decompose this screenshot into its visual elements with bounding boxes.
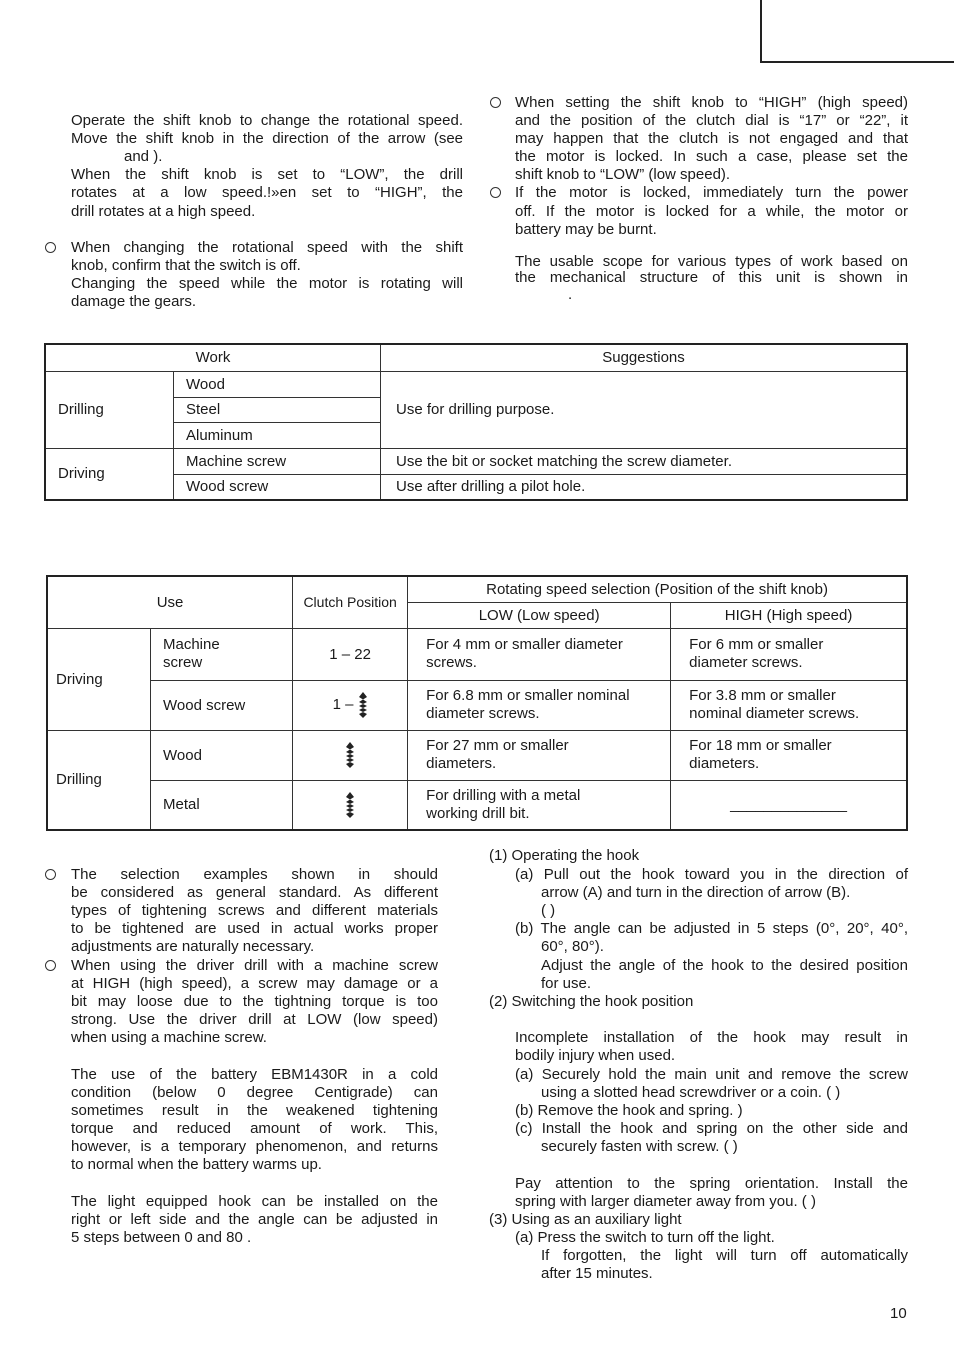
text-line: spring with larger diameter away from you. ( ) — [515, 1193, 816, 1210]
row-label: Driving — [47, 628, 151, 730]
table-cell: Machine screw — [174, 448, 381, 474]
table-header: Work — [45, 344, 381, 371]
section-heading: (2) Switching the hook position — [489, 993, 694, 1010]
text-line: off. If the motor is locked for a while, the motor or — [515, 203, 908, 220]
drill-icon — [358, 692, 368, 718]
text-line: (a) Press the switch to turn off the light. — [515, 1229, 775, 1246]
text-line: (a) Securely hold the main unit and remove the screw — [515, 1066, 908, 1083]
table-cell: Aluminum — [174, 422, 381, 448]
text-line: Move the shift knob in the direction of the arrow (see — [71, 130, 463, 147]
table-cell: Wood screw — [151, 680, 293, 730]
text-line: may happen that the clutch is not engaged and that — [515, 130, 908, 147]
text-line: battery may be burnt. — [515, 221, 657, 238]
text-line: (a) Pull out the hook toward you in the direction of — [515, 866, 908, 883]
text-line: to be tightened are used in actual works proper — [71, 920, 438, 937]
circle-bullet-icon — [490, 97, 501, 108]
text-line: ( ) — [541, 902, 556, 919]
text-line: strong. Use the driver drill at LOW (low speed) — [71, 1011, 438, 1028]
text-line: damage the gears. — [71, 293, 197, 310]
text-line: (b) The angle can be adjusted in 5 steps (0°, 20°, 40°, — [515, 920, 908, 937]
table-cell: Use after drilling a pilot hole. — [381, 474, 908, 500]
table-cell: Wood screw — [174, 474, 381, 500]
text-line: When setting the shift knob to “HIGH” (high speed) — [515, 94, 908, 111]
text-line: torque and reduced amount of work. This, — [71, 1120, 438, 1137]
text-line: and ). — [124, 148, 163, 165]
work-suggestions-table — [44, 343, 908, 501]
page-number: 10 — [890, 1305, 907, 1322]
table-cell: For 27 mm or smaller diameters. — [408, 730, 671, 780]
table-header: HIGH (High speed) — [671, 602, 907, 628]
text-line: Operate the shift knob to change the rotational speed. — [71, 112, 463, 129]
table-cell: Use for drilling purpose. — [381, 371, 908, 448]
circle-bullet-icon — [45, 869, 56, 880]
table-header: Suggestions — [381, 344, 908, 371]
text-line: (b) Remove the hook and spring. ) — [515, 1102, 743, 1119]
text-line: right or left side and the angle can be adjusted in — [71, 1211, 438, 1228]
text-line: using a slotted head screwdriver or a coin. ( ) — [541, 1084, 841, 1101]
row-label: Driving — [45, 448, 174, 500]
text-line: Incomplete installation of the hook may result in — [515, 1029, 908, 1046]
text-line: The selection examples shown in should — [71, 866, 438, 883]
table-cell: Steel — [174, 397, 381, 422]
clutch-cell — [293, 680, 408, 730]
table-header: LOW (Low speed) — [408, 602, 671, 628]
clutch-cell — [293, 780, 408, 830]
text-line: and the position of the clutch dial is “17” or “22”, it — [515, 112, 908, 129]
table-cell: Use the bit or socket matching the screw diameter. — [381, 448, 908, 474]
text-line: when using a machine screw. — [71, 1029, 267, 1046]
text-line: When the shift knob is set to “LOW”, the drill — [71, 166, 463, 183]
text-line: The use of the battery EBM1430R in a cold — [71, 1066, 438, 1083]
clutch-cell — [293, 730, 408, 780]
text-line: Pay attention to the spring orientation. Install the — [515, 1175, 908, 1192]
table-cell: Machine screw — [151, 628, 293, 680]
text-line: to normal when the battery warms up. — [71, 1156, 322, 1173]
drill-icon — [345, 792, 355, 818]
text-line: If the motor is locked, immediately turn the power — [515, 184, 908, 201]
speed-selection-table — [46, 575, 908, 831]
text-line: for use. — [541, 975, 592, 992]
table-cell: For drilling with a metal working drill bit. — [408, 780, 671, 830]
text-line: condition (below 0 degree Centigrade) can — [71, 1084, 438, 1101]
table-cell: ______________ — [671, 780, 907, 830]
section-heading: (3) Using as an auxiliary light — [489, 1211, 682, 1228]
row-label: Drilling — [47, 730, 151, 830]
text-line: bit may loose due to the tightning torque is too — [71, 993, 438, 1010]
text-line: 60°, 80°). — [541, 938, 604, 955]
text-line: . — [568, 286, 573, 303]
table-cell: For 6.8 mm or smaller nominal diameter screws. — [408, 680, 671, 730]
text-line: 5 steps between 0 and 80 . — [71, 1229, 252, 1246]
drill-icon — [345, 742, 355, 768]
clutch-text: 1 – — [332, 695, 354, 713]
text-line: be considered as general standard. As different — [71, 884, 438, 901]
circle-bullet-icon — [45, 960, 56, 971]
text-line: When using the driver drill with a machine screw — [71, 957, 438, 974]
text-line: Adjust the angle of the hook to the desired position — [541, 957, 908, 974]
text-line: after 15 minutes. — [541, 1265, 653, 1282]
text-line: (c) Install the hook and spring on the other side and — [515, 1120, 908, 1137]
table-cell: For 3.8 mm or smaller nominal diameter screws. — [671, 680, 907, 730]
text-line: the mechanical structure of this unit is shown in — [515, 269, 908, 286]
text-line: Changing the speed while the motor is rotating will — [71, 275, 463, 292]
text-line: arrow (A) and turn in the direction of arrow (B). — [541, 884, 851, 901]
section-heading: (1) Operating the hook — [489, 847, 640, 864]
circle-bullet-icon — [45, 242, 56, 253]
circle-bullet-icon — [490, 187, 501, 198]
text-line: drill rotates at a high speed. — [71, 203, 256, 220]
row-label: Drilling — [45, 371, 174, 448]
text-line: knob, confirm that the switch is off. — [71, 257, 301, 274]
text-line: bodily injury when used. — [515, 1047, 676, 1064]
text-line: adjustments are naturally necessary. — [71, 938, 315, 955]
table-header: Clutch Position — [293, 576, 408, 628]
text-line: If forgotten, the light will turn off automatically — [541, 1247, 908, 1264]
table-header: Use — [47, 576, 293, 628]
text-line: at HIGH (high speed), a screw may damage or a — [71, 975, 438, 992]
table-cell: Wood — [151, 730, 293, 780]
table-cell: Metal — [151, 780, 293, 830]
table-cell: For 6 mm or smaller diameter screws. — [671, 628, 907, 680]
text-line: The light equipped hook can be installed on the — [71, 1193, 438, 1210]
text-line: shift knob to “LOW” (low speed). — [515, 166, 731, 183]
clutch-cell: 1 – 22 — [293, 628, 408, 680]
text-line: however, is a temporary phenomenon, and returns — [71, 1138, 438, 1155]
text-line: the motor is locked. In such a case, please set the — [515, 148, 908, 165]
table-cell: For 18 mm or smaller diameters. — [671, 730, 907, 780]
table-header: Rotating speed selection (Position of the shift knob) — [408, 576, 907, 602]
table-cell: For 4 mm or smaller diameter screws. — [408, 628, 671, 680]
text-line: When changing the rotational speed with the shift — [71, 239, 463, 256]
table-cell: Wood — [174, 371, 381, 397]
page-tab-corner — [760, 0, 954, 63]
text-line: types of tightening screws and different materials — [71, 902, 438, 919]
text-line: rotates at a low speed.!»en set to “HIGH”, the — [71, 184, 463, 201]
text-line: sometimes result in the weakened tightening — [71, 1102, 438, 1119]
text-line: securely fasten with screw. ( ) — [541, 1138, 738, 1155]
text-line: The usable scope for various types of work based on — [515, 253, 908, 270]
